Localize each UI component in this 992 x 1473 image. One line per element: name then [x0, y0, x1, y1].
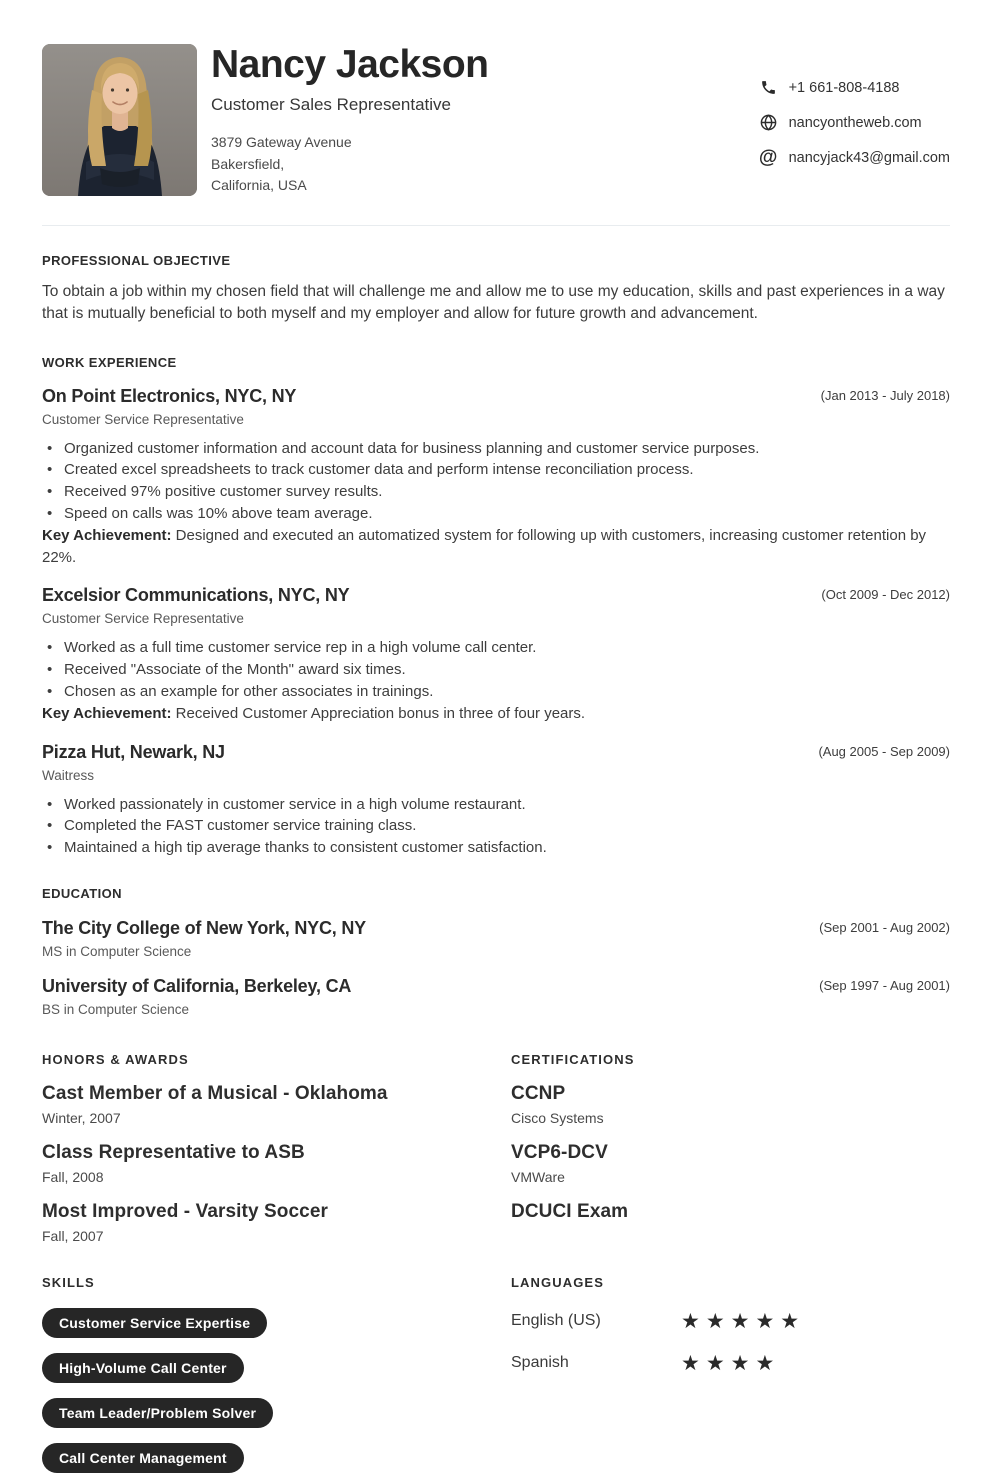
contact-website-row	[759, 113, 950, 132]
key-achievement-text: Designed and executed an automatized system for following up with customers, increasing customer retention by 22%.	[42, 526, 927, 566]
website-url: nancyontheweb.com	[788, 114, 922, 131]
bullet-item: • Maintained a high tip average thanks to consistent customer satisfaction.	[42, 837, 950, 859]
certifications-section	[511, 1052, 950, 1244]
award-date: Fall, 2007	[42, 1227, 104, 1244]
education-heading: EDUCATION	[42, 885, 122, 901]
award-entry	[42, 1142, 481, 1185]
award-title: Cast Member of a Musical - Oklahoma	[42, 1082, 388, 1104]
bullet-item: • Organized customer information and account data for business planning and customer service purposes.	[42, 438, 950, 460]
globe-icon	[759, 113, 778, 132]
skills-heading: SKILLS	[42, 1274, 95, 1290]
award-date: Fall, 2008	[42, 1168, 104, 1185]
certification-entry	[511, 1201, 950, 1223]
address-block	[211, 132, 489, 197]
star-rating: ★★★★★	[681, 1309, 806, 1333]
company-name: On Point Electronics, NYC, NY	[42, 385, 297, 406]
award-title: Most Improved - Varsity Soccer	[42, 1200, 328, 1222]
objective-heading: PROFESSIONAL OBJECTIVE	[42, 252, 231, 268]
language-row	[511, 1311, 950, 1332]
education-section	[0, 886, 992, 1017]
job-entry	[42, 742, 950, 859]
certification-entry	[511, 1083, 950, 1126]
star-rating: ★★★★	[681, 1351, 781, 1375]
objective-section	[0, 253, 992, 325]
resume-header	[0, 0, 992, 197]
bullet-item: • Created excel spreadsheets to track customer data and perform intense reconciliation process.	[42, 459, 950, 481]
contact-block	[759, 44, 950, 183]
address-line: Bakersfield,	[211, 155, 285, 172]
skills-section	[42, 1275, 481, 1473]
skills-pill-list	[42, 1308, 481, 1473]
job-entry	[42, 386, 950, 569]
job-role: Customer Service Representative	[42, 411, 244, 427]
company-name: Pizza Hut, Newark, NJ	[42, 741, 225, 762]
job-bullet-list	[42, 794, 950, 859]
education-entry	[42, 918, 950, 959]
degree: MS in Computer Science	[42, 943, 192, 959]
date-range: (Sep 2001 - Aug 2002)	[819, 919, 950, 935]
date-range: (Jan 2013 - July 2018)	[820, 387, 950, 403]
certification-title: VCP6-DCV	[511, 1141, 608, 1163]
date-range: (Oct 2009 - Dec 2012)	[821, 587, 950, 603]
school-name: University of California, Berkeley, CA	[42, 975, 352, 996]
bullet-item: • Worked as a full time customer service rep in a high volume call center.	[42, 637, 950, 659]
address-line: 3879 Gateway Avenue	[211, 134, 352, 151]
job-role: Waitress	[42, 767, 95, 783]
person-name: Nancy Jackson	[211, 43, 489, 86]
honors-certifications-row	[0, 1052, 992, 1244]
language-row	[511, 1353, 950, 1374]
school-name: The City College of New York, NYC, NY	[42, 917, 366, 938]
languages-section	[511, 1275, 950, 1473]
key-achievement-label: Key Achievement:	[42, 704, 172, 722]
certifications-heading: CERTIFICATIONS	[511, 1051, 635, 1067]
award-entry	[42, 1201, 481, 1244]
objective-text: To obtain a job within my chosen field that will challenge me and allow me to use my education, skills and past experiences in a way that is mutually beneficial to both myself and my employer and allow for future growth and advancement.	[42, 282, 945, 322]
job-role: Customer Service Representative	[42, 611, 244, 627]
phone-icon	[759, 78, 778, 97]
bullet-item: • Completed the FAST customer service training class.	[42, 815, 950, 837]
honors-heading: HONORS & AWARDS	[42, 1051, 189, 1067]
honors-section	[42, 1052, 481, 1244]
person-title: Customer Sales Representative	[211, 95, 452, 115]
key-achievement-text: Received Customer Appreciation bonus in three of four years.	[175, 704, 586, 722]
job-header	[42, 742, 950, 763]
profile-photo	[42, 44, 197, 196]
contact-email-row	[759, 148, 950, 167]
identity-block	[211, 44, 489, 197]
header-divider	[42, 225, 950, 226]
bullet-item: • Speed on calls was 10% above team average.	[42, 503, 950, 525]
certification-issuer: Cisco Systems	[511, 1109, 604, 1126]
skill-pill: Customer Service Expertise	[42, 1308, 267, 1338]
language-name: Spanish	[511, 1354, 569, 1372]
certification-entry	[511, 1142, 950, 1185]
education-header	[42, 976, 950, 997]
certification-title: CCNP	[511, 1082, 566, 1104]
key-achievement	[42, 703, 950, 725]
languages-heading: LANGUAGES	[511, 1274, 604, 1290]
skill-pill: Team Leader/Problem Solver	[42, 1398, 273, 1428]
at-icon: @	[758, 147, 778, 168]
degree: BS in Computer Science	[42, 1001, 190, 1017]
award-entry	[42, 1083, 481, 1126]
company-name: Excelsior Communications, NYC, NY	[42, 585, 350, 606]
bullet-item: • Chosen as an example for other associates in trainings.	[42, 681, 950, 703]
email-address: nancyjack43@gmail.com	[788, 149, 950, 166]
skill-pill: Call Center Management	[42, 1443, 244, 1473]
phone-number: +1 661-808-4188	[788, 79, 900, 96]
award-title: Class Representative to ASB	[42, 1141, 305, 1163]
address-line: California, USA	[211, 177, 307, 194]
contact-phone-row	[759, 78, 950, 97]
job-header	[42, 386, 950, 407]
education-entry	[42, 976, 950, 1017]
skills-languages-row	[0, 1275, 992, 1473]
work-experience-heading: WORK EXPERIENCE	[42, 354, 177, 370]
job-entry	[42, 585, 950, 724]
job-bullet-list	[42, 637, 950, 702]
profile-photo-illustration	[42, 44, 197, 196]
skill-pill: High-Volume Call Center	[42, 1353, 244, 1383]
certification-title: DCUCI Exam	[511, 1200, 629, 1222]
key-achievement-label: Key Achievement:	[42, 526, 172, 544]
work-experience-section	[0, 355, 992, 859]
award-date: Winter, 2007	[42, 1109, 121, 1126]
job-bullet-list	[42, 438, 950, 525]
language-name: English (US)	[511, 1312, 601, 1330]
certification-issuer: VMWare	[511, 1168, 565, 1185]
bullet-item: • Worked passionately in customer service in a high volume restaurant.	[42, 794, 950, 816]
bullet-item: • Received 97% positive customer survey results.	[42, 481, 950, 503]
job-header	[42, 585, 950, 606]
education-header	[42, 918, 950, 939]
date-range: (Aug 2005 - Sep 2009)	[818, 743, 950, 759]
bullet-item: • Received "Associate of the Month" award six times.	[42, 659, 950, 681]
key-achievement	[42, 525, 950, 569]
date-range: (Sep 1997 - Aug 2001)	[819, 977, 950, 993]
